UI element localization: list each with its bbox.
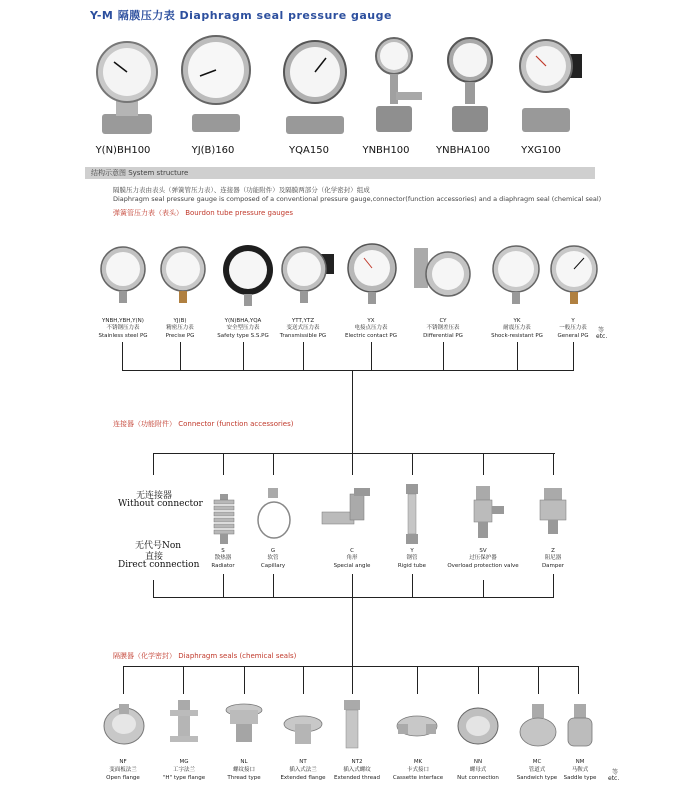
seal-code: NN bbox=[473, 759, 483, 765]
connector-line bbox=[578, 666, 579, 694]
seal-code: NF bbox=[119, 759, 127, 765]
direct-en: Direct connection bbox=[118, 560, 200, 570]
seal-image bbox=[564, 704, 596, 748]
seal-code: MC bbox=[532, 759, 542, 765]
gauge-en: Stainless steel PG bbox=[98, 333, 148, 339]
seal-code: NT bbox=[299, 759, 307, 765]
connector-en: Damper bbox=[541, 563, 565, 569]
without-connector-en: Without connector bbox=[118, 499, 203, 509]
product-row bbox=[80, 30, 600, 160]
direct-cn: 直接 bbox=[145, 552, 164, 562]
gauge-code: YTT,YTZ bbox=[291, 318, 315, 324]
gauge-en: General PG bbox=[557, 333, 589, 339]
seal-en: Extended flange bbox=[280, 775, 326, 781]
gauge-image bbox=[548, 244, 600, 304]
connector-line bbox=[243, 342, 244, 370]
connector-en: Radiator bbox=[211, 563, 235, 569]
gauge-row bbox=[90, 242, 630, 308]
seal-image bbox=[456, 704, 500, 746]
description-en: Diaphragm seal pressure gauge is composed of a conventional pressure gauge,connector(function accessories) and a diaphragm seal (chemical seal) bbox=[113, 195, 602, 203]
seals-heading: 隔膜器（化学密封） Diaphragm seals (chemical seals) bbox=[113, 652, 297, 660]
product-label: YQA150 bbox=[289, 145, 329, 156]
connector-line bbox=[183, 666, 184, 694]
product-image bbox=[278, 38, 352, 138]
product-label: YXG100 bbox=[521, 145, 561, 156]
gauge-image bbox=[220, 244, 276, 306]
connector-code: S bbox=[221, 548, 225, 554]
seals-etc-en: etc. bbox=[608, 775, 620, 782]
seals-etc-cn: 等 bbox=[612, 769, 619, 776]
seal-cn: 螺纹接口 bbox=[232, 767, 255, 773]
seal-code: NM bbox=[575, 759, 585, 765]
connector-line bbox=[371, 342, 372, 370]
connector-code: G bbox=[270, 548, 276, 554]
capillary-image bbox=[254, 488, 294, 544]
connector-cn: 阻尼器 bbox=[544, 555, 562, 561]
gauge-en: Electric contact PG bbox=[344, 333, 398, 339]
seal-image bbox=[222, 700, 266, 748]
connector-line bbox=[153, 597, 554, 598]
seal-en: Sandwich type bbox=[516, 775, 558, 781]
connector-line bbox=[352, 574, 353, 598]
connector-en: Rigid tube bbox=[397, 563, 427, 569]
connector-line bbox=[553, 574, 554, 598]
connector-line bbox=[352, 597, 353, 667]
gauge-code: YNBH,YBH,Y(N) bbox=[102, 318, 144, 324]
connector-line bbox=[352, 453, 353, 475]
connector-line bbox=[478, 666, 479, 694]
non-code: 无代号Non bbox=[135, 541, 182, 551]
seal-code: MK bbox=[413, 759, 423, 765]
gauge-en: Precise PG bbox=[165, 333, 195, 339]
seal-cn: 插入式法兰 bbox=[289, 767, 317, 773]
connector-line bbox=[153, 453, 154, 475]
connector-line bbox=[517, 342, 518, 370]
product-label: YNBH100 bbox=[362, 145, 410, 156]
connector-code: C bbox=[350, 548, 354, 554]
seal-cn: 马鞍式 bbox=[571, 767, 589, 773]
seal-cn: 管道式 bbox=[528, 767, 546, 773]
seal-image bbox=[282, 708, 324, 748]
seal-image bbox=[102, 702, 146, 746]
connector-line bbox=[352, 370, 353, 454]
section-bar-label: 结构示意图 System structure bbox=[91, 169, 189, 177]
gauge-cn: 不锈钢压力表 bbox=[106, 325, 140, 331]
seal-cn: 插入式螺纹 bbox=[343, 767, 371, 773]
connector-line bbox=[443, 342, 444, 370]
connector-line bbox=[273, 453, 274, 475]
connector-code: SV bbox=[479, 548, 487, 554]
gauge-code: Y(N)BHA,YQA bbox=[224, 318, 262, 324]
gauge-cn: 安全型压力表 bbox=[226, 325, 260, 331]
connector-heading: 连接器（功能附件） Connector (function accessories) bbox=[113, 420, 294, 428]
gauge-code: YX bbox=[367, 318, 375, 324]
connector-code: Y bbox=[410, 548, 414, 554]
connector-line bbox=[538, 666, 539, 694]
seal-code: MG bbox=[179, 759, 189, 765]
seal-cn: 卡式接口 bbox=[406, 767, 429, 773]
connector-line bbox=[412, 574, 413, 598]
gauge-en: Shock-resistant PG bbox=[491, 333, 543, 339]
connector-en: Special angle bbox=[333, 563, 371, 569]
gauge-cn: 变送式压力表 bbox=[286, 325, 320, 331]
gauge-cn: 一般压力表 bbox=[559, 325, 587, 331]
gauge-cn: 不锈钢差压表 bbox=[426, 325, 460, 331]
connector-line bbox=[244, 666, 245, 694]
gauge-code: CY bbox=[439, 318, 447, 324]
gauge-code: YJ(B) bbox=[173, 318, 187, 324]
gauges-etc-en: etc. bbox=[596, 333, 608, 340]
seal-code: NT2 bbox=[351, 759, 363, 765]
connector-cn: 散热器 bbox=[214, 555, 232, 561]
seal-en: Cassette interface bbox=[392, 775, 444, 781]
product-label: YNBHA100 bbox=[436, 145, 490, 156]
gauge-cn: 电接点压力表 bbox=[354, 325, 388, 331]
connector-line bbox=[303, 666, 304, 694]
gauge-code: Y bbox=[571, 318, 575, 324]
connector-line bbox=[417, 666, 418, 694]
gauge-image bbox=[344, 242, 400, 306]
description-cn: 隔膜压力表由表头（弹簧管压力表）、连接器（功能附件）及隔膜两部分（化学密封）组成 bbox=[113, 186, 370, 194]
connector-line bbox=[273, 574, 274, 598]
gauge-en: Differential PG bbox=[423, 333, 463, 339]
connector-code: Z bbox=[551, 548, 555, 554]
bourdon-heading: 弹簧管压力表（表头） Bourdon tube pressure gauges bbox=[113, 209, 294, 217]
connector-cn: 过压保护器 bbox=[469, 555, 497, 561]
connector-line bbox=[483, 453, 484, 475]
seal-image bbox=[394, 708, 440, 744]
connector-line bbox=[352, 666, 353, 694]
page-title: Y-M 隔膜压力表 Diaphragm seal pressure gauge bbox=[90, 9, 392, 22]
connector-line bbox=[223, 453, 224, 475]
gauge-cn: 耐震压力表 bbox=[503, 325, 531, 331]
without-connector-cn: 无连接器 bbox=[136, 491, 173, 501]
damper-image bbox=[538, 488, 568, 538]
seal-en: Saddle type bbox=[563, 775, 597, 781]
seal-en: Thread type bbox=[227, 775, 261, 781]
connector-line bbox=[573, 342, 574, 370]
seal-cn: 变面板法兰 bbox=[109, 767, 137, 773]
gauge-code: YK bbox=[513, 318, 521, 324]
product-image bbox=[178, 34, 254, 138]
seal-image bbox=[168, 700, 200, 748]
connector-cn: 钢管 bbox=[406, 555, 418, 561]
seal-image bbox=[518, 704, 558, 748]
product-image bbox=[440, 36, 500, 140]
connector-en: Capillary bbox=[260, 563, 286, 569]
seal-en: Extended thread bbox=[334, 775, 380, 781]
connector-line bbox=[553, 453, 554, 475]
gauge-image bbox=[98, 244, 148, 304]
gauge-image bbox=[158, 244, 208, 304]
radiator-image bbox=[212, 494, 236, 544]
connector-cn: 角形 bbox=[346, 555, 358, 561]
connector-line bbox=[122, 342, 123, 370]
connector-line bbox=[122, 370, 574, 371]
connector-cn: 软管 bbox=[267, 555, 279, 561]
gauge-cn: 精密压力表 bbox=[166, 325, 194, 331]
section-bar bbox=[85, 167, 595, 179]
gauge-en: Safety type S.S.PG bbox=[217, 333, 269, 339]
connector-line bbox=[123, 666, 124, 694]
overload-valve-image bbox=[466, 486, 506, 542]
product-image bbox=[92, 38, 162, 138]
seal-en: "H" type flange bbox=[162, 775, 206, 781]
gauge-image bbox=[490, 244, 542, 304]
connector-line bbox=[180, 342, 181, 370]
seal-en: Open flange bbox=[106, 775, 140, 781]
seal-cn: 螺母式 bbox=[469, 767, 487, 773]
gauge-image bbox=[280, 244, 340, 304]
gauge-en: Transmissible PG bbox=[279, 333, 327, 339]
seal-en: Nut connection bbox=[457, 775, 499, 781]
connector-en: Overload protection valve bbox=[447, 563, 519, 569]
seal-cn: 工字法兰 bbox=[172, 767, 195, 773]
connector-line bbox=[153, 453, 555, 454]
rigid-tube-image bbox=[402, 484, 422, 544]
product-image bbox=[366, 36, 426, 140]
gauges-etc-cn: 等 bbox=[598, 327, 605, 334]
connector-line bbox=[153, 580, 154, 598]
product-label: Y(N)BH100 bbox=[95, 145, 151, 156]
connector-line bbox=[223, 574, 224, 598]
product-label: YJ(B)160 bbox=[191, 145, 235, 156]
connector-line bbox=[412, 453, 413, 475]
connector-line bbox=[123, 666, 579, 667]
connector-line bbox=[483, 580, 484, 598]
connector-line bbox=[303, 342, 304, 370]
seal-image bbox=[340, 700, 364, 752]
seal-code: NL bbox=[240, 759, 248, 765]
special-angle-image bbox=[320, 488, 374, 532]
product-image bbox=[512, 36, 588, 140]
gauge-image bbox=[412, 242, 476, 308]
